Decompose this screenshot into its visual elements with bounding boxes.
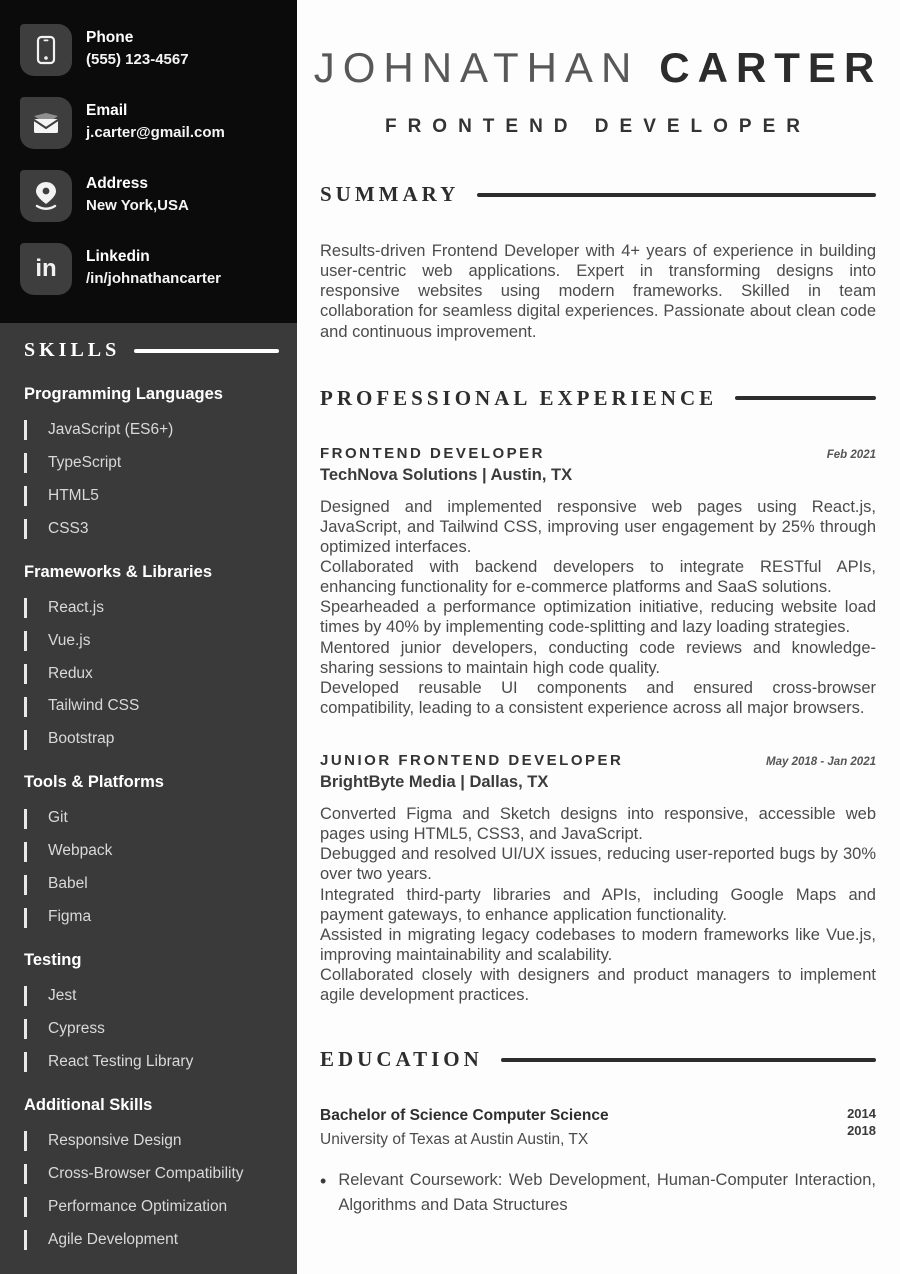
education-section-header: [320, 1047, 876, 1072]
skill-item: JavaScript (ES6+): [24, 420, 279, 441]
email-icon: [20, 97, 72, 149]
skill-bar: [24, 519, 27, 539]
skill-item: Cross-Browser Compatibility: [24, 1164, 279, 1185]
skill-item: TypeScript: [24, 453, 279, 474]
skill-bar: [24, 1019, 27, 1039]
contact-value: (555) 123-4567: [86, 51, 189, 69]
job-paragraph: Converted Figma and Sketch designs into responsive, accessible web pages using HTML5, CSS3, and JavaScript.: [320, 805, 876, 844]
contact-value: /in/johnathancarter: [86, 270, 222, 288]
bullet-icon: •: [320, 1171, 327, 1192]
skill-bar: [24, 875, 27, 895]
skill-bar: [24, 809, 27, 829]
phone-icon: [20, 24, 72, 76]
skill-group-frameworks-libraries: [24, 563, 279, 751]
name-heading: [313, 44, 883, 92]
contact-label: Linkedin: [86, 248, 150, 265]
skill-item: Cypress: [24, 1019, 279, 1040]
skill-bar: [24, 664, 27, 684]
job-paragraph: Designed and implemented responsive web pages using React.js, JavaScript, and Tailwind CSS, improving user engagement by 25% through optimized interfaces.: [320, 497, 876, 556]
skill-group-title: Additional Skills: [24, 1095, 153, 1114]
skills-rule: [134, 349, 279, 353]
job-paragraph: Debugged and resolved UI/UX issues, reducing user-reported bugs by 30% over two years.: [320, 845, 876, 884]
contact-item-phone: [20, 24, 283, 76]
contact-item-linkedin: [20, 243, 283, 295]
skill-group-testing: [24, 951, 279, 1073]
job-description: [320, 804, 876, 1005]
job-company: TechNova Solutions | Austin, TX: [320, 465, 573, 484]
skill-bar: [24, 1052, 27, 1072]
skill-group-programming-languages: [24, 385, 279, 540]
contact-panel: [0, 0, 297, 323]
skill-group-tools-platforms: [24, 773, 279, 928]
role-title: FRONTEND DEVELOPER: [384, 116, 812, 137]
job-title: JUNIOR FRONTEND DEVELOPER: [320, 752, 624, 769]
skill-group-title: Frameworks & Libraries: [24, 562, 212, 581]
contact-item-email: [20, 97, 283, 149]
education-school: University of Texas at Austin Austin, TX: [320, 1131, 589, 1149]
education-degree: Bachelor of Science Computer Science: [320, 1107, 609, 1125]
skill-bar: [24, 730, 27, 750]
education-coursework-item: [320, 1168, 876, 1218]
section-title: PROFESSIONAL EXPERIENCE: [320, 385, 718, 410]
skills-panel: [0, 323, 297, 1274]
skill-item: Tailwind CSS: [24, 696, 279, 717]
first-name: JOHNATHAN: [313, 44, 640, 91]
job-paragraph: Spearheaded a performance optimization initiative, reducing website load times by 40% by implementing code-splitting and lazy loading strategies.: [320, 598, 876, 637]
job-paragraph: Mentored junior developers, conducting code reviews and knowledge-sharing sessions to maintain high code quality.: [320, 638, 876, 677]
education-years: [847, 1104, 876, 1152]
skill-bar: [24, 697, 27, 717]
section-title: EDUCATION: [320, 1047, 483, 1072]
main-content: [297, 0, 900, 1274]
job-paragraph: Developed reusable UI components and ensured cross-browser compatibility, leading to a consistent experience across all major browsers.: [320, 678, 876, 717]
skill-item: Webpack: [24, 841, 279, 862]
skill-item: HTML5: [24, 486, 279, 507]
skill-item: Responsive Design: [24, 1131, 279, 1152]
skill-item: Git: [24, 808, 279, 829]
job-paragraph: Assisted in migrating legacy codebases to modern frameworks like Vue.js, improving maintainability and scalability.: [320, 925, 876, 964]
skill-item: Bootstrap: [24, 729, 279, 750]
contact-value: j.carter@gmail.com: [86, 124, 225, 142]
job-title: FRONTEND DEVELOPER: [320, 444, 546, 462]
skill-item: Performance Optimization: [24, 1197, 279, 1218]
job-entry-frontend-developer: [320, 445, 876, 718]
skill-bar: [24, 631, 27, 651]
education-start-year: 2014: [847, 1106, 876, 1122]
summary-section-header: [320, 182, 876, 207]
experience-section-header: [320, 386, 876, 411]
skill-bar: [24, 598, 27, 618]
job-description: [320, 497, 876, 718]
skill-item: CSS3: [24, 519, 279, 540]
job-paragraph: Integrated third-party libraries and APIs, including Google Maps and payment gateways, to enhance application functionality.: [320, 885, 876, 924]
skill-item: Agile Development: [24, 1230, 279, 1251]
skill-bar: [24, 420, 27, 440]
skill-bar: [24, 1230, 27, 1250]
last-name: CARTER: [659, 44, 883, 91]
job-entry-junior-frontend-developer: [320, 752, 876, 1005]
skill-item: React.js: [24, 598, 279, 619]
skill-item: Babel: [24, 874, 279, 895]
education-end-year: 2018: [847, 1123, 876, 1139]
job-date: Feb 2021: [826, 448, 876, 461]
job-company: BrightByte Media | Dallas, TX: [320, 773, 549, 791]
contact-item-address: [20, 170, 283, 222]
skill-item: React Testing Library: [24, 1052, 279, 1073]
contact-label: Email: [86, 102, 128, 119]
skill-item: Redux: [24, 664, 279, 685]
skills-header: [24, 339, 279, 362]
sidebar: [0, 0, 297, 1274]
skill-bar: [24, 986, 27, 1006]
skill-group-title: Tools & Platforms: [24, 773, 164, 792]
education-coursework: Relevant Coursework: Web Development, Human-Computer Interaction, Algorithms and Data Structures: [338, 1171, 876, 1215]
job-paragraph: Collaborated closely with designers and product managers to implement agile development practices.: [320, 966, 876, 1005]
skill-bar: [24, 842, 27, 862]
skill-group-title: Testing: [24, 950, 82, 969]
job-paragraph: Collaborated with backend developers to integrate RESTful APIs, enhancing functionality for e-commerce platforms and SaaS solutions.: [320, 558, 876, 597]
linkedin-icon: in: [20, 243, 72, 295]
contact-label: Address: [86, 175, 149, 192]
skill-group-title: Programming Languages: [24, 385, 223, 403]
skill-bar: [24, 908, 27, 928]
skill-item: Figma: [24, 907, 279, 928]
skill-bar: [24, 486, 27, 506]
skill-group-additional-skills: [24, 1096, 279, 1251]
map-pin-icon: [20, 170, 72, 222]
skill-item: Vue.js: [24, 631, 279, 652]
contact-value: New York,USA: [86, 197, 189, 215]
skill-item: Jest: [24, 986, 279, 1007]
contact-label: Phone: [86, 29, 134, 46]
skill-bar: [24, 1197, 27, 1217]
job-date: May 2018 - Jan 2021: [766, 756, 876, 768]
section-title: SUMMARY: [320, 182, 460, 206]
skill-bar: [24, 1164, 27, 1184]
skill-bar: [24, 453, 27, 473]
skills-title: SKILLS: [24, 339, 121, 361]
summary-text: Results-driven Frontend Developer with 4+ years of experience in building user-centric web applications. Expert in transforming designs into responsive websites using modern frameworks. Skilled in team collaboration for seamless digital experiences. Passionate about clean code and continuous improvement.: [320, 242, 876, 341]
section-rule: [735, 396, 876, 400]
section-rule: [477, 193, 876, 197]
education-entry: [320, 1104, 876, 1152]
skill-bar: [24, 1131, 27, 1151]
section-rule: [501, 1058, 876, 1062]
